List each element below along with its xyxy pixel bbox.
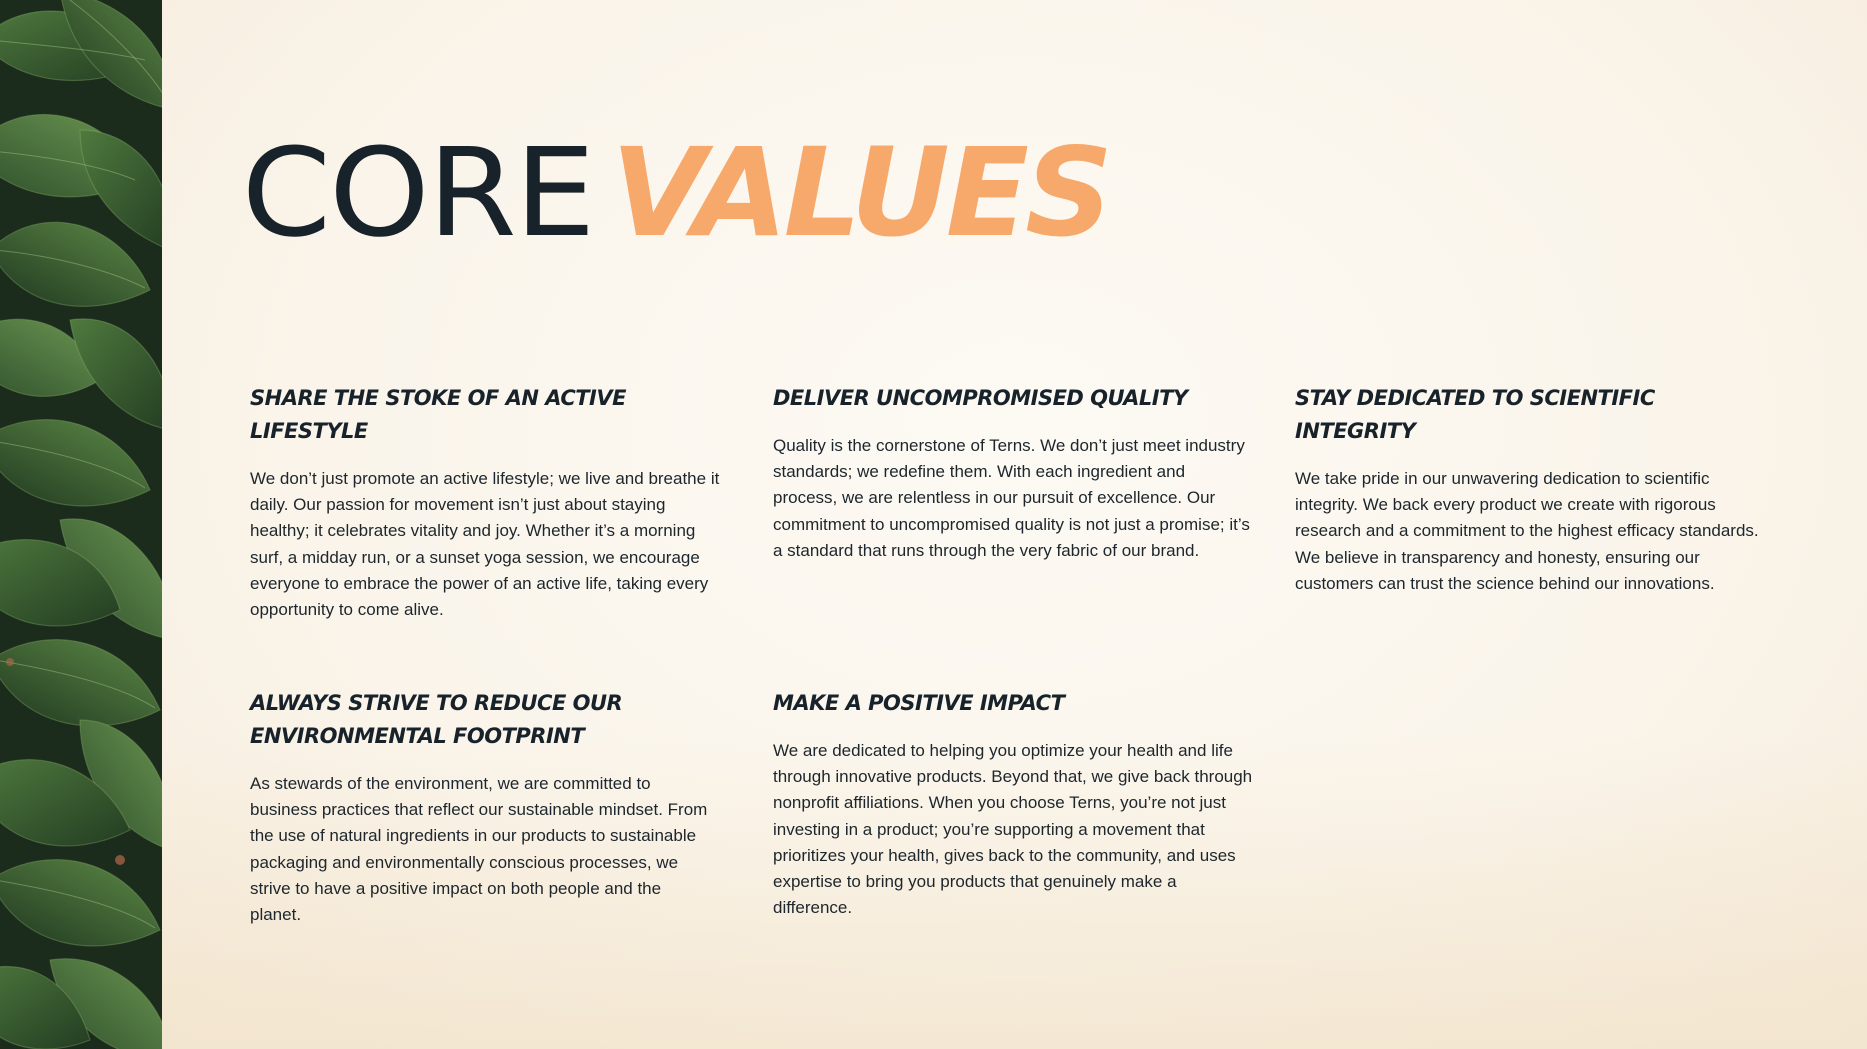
value-heading: DELIVER UNCOMPROMISED QUALITY [773,386,1188,410]
value-card-scientific-integrity [1295,382,1765,597]
value-card-quality [773,382,1253,564]
value-heading: MAKE A POSITIVE IMPACT [773,691,1065,715]
green-leaves-image [0,0,162,1049]
title-values-word: VALUES [611,122,1109,264]
value-card-positive-impact [773,687,1253,921]
value-card-environment [250,687,710,928]
value-heading: SHARE THE STOKE OF AN ACTIVE LIFESTYLE [250,386,626,443]
value-description: We are dedicated to helping you optimize your health and life through innovative products. Beyond that, we give back through nonprofit affiliations. When you choose Terns, you’re not just investing in a product; you’re supporting a movement that prioritizes your health, gives back to the community, and uses expertise to bring you products that genuinely make a difference. [773,741,1253,918]
value-card-active-lifestyle [250,382,725,623]
value-heading: STAY DEDICATED TO SCIENTIFIC INTEGRITY [1295,386,1655,443]
page-title [241,122,1109,264]
leaves-illustration [0,0,162,1049]
value-description: We don’t just promote an active lifestyle; we live and breathe it daily. Our passion for movement isn’t just about staying healthy; it celebrates vitality and joy. Whether it’s a morning surf, a midday run, or a sunset yoga session, we encourage everyone to embrace the power of an active life, taking every opportunity to come alive. [250,469,720,620]
value-heading: ALWAYS STRIVE TO REDUCE OUR ENVIRONMENTAL FOOTPRINT [250,691,623,748]
core-values-panel [162,0,1867,1049]
value-description: As stewards of the environment, we are committed to business practices that reflect our sustainable mindset. From the use of natural ingredients in our products to sustainable packaging and environmentally conscious processes, we strive to have a positive impact on both people and the planet. [250,774,708,925]
title-core-word: CORE [241,122,594,264]
value-description: Quality is the cornerstone of Terns. We don’t just meet industry standards; we redefine them. With each ingredient and process, we are relentless in our pursuit of excellence. Our commitment to uncompromised quality is not just a promise; it’s a standard that runs through the very fabric of our brand. [773,436,1250,560]
value-description: We take pride in our unwavering dedication to scientific integrity. We back every product we create with rigorous research and a commitment to the highest efficacy standards. We believe in transparency and honesty, ensuring our customers can trust the science behind our innovations. [1295,469,1759,593]
